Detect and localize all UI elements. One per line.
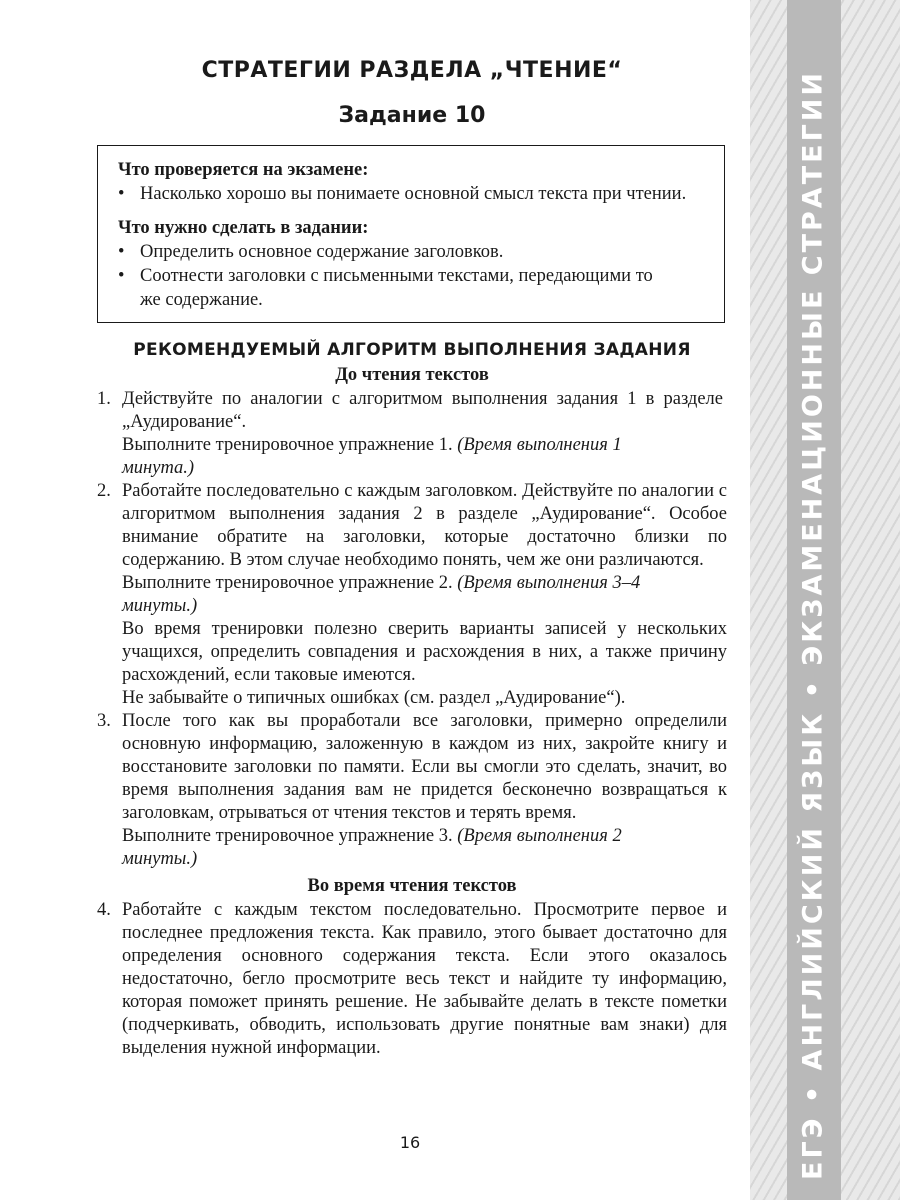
- step-1: [97, 388, 727, 480]
- exercise-note: Выполните тренировочное упражнение 1. (Время выполнения 1 минута.): [122, 435, 622, 478]
- list-item-text: Насколько хорошо вы понимаете основной смысл текста при чтении.: [140, 184, 687, 204]
- page-number: 16: [399, 1133, 421, 1152]
- steps-list: [97, 388, 727, 871]
- step-text: После того как вы проработали все заголовки, примерно определили основную информацию, заложенную в каждом из них, закройте книгу и восстановите заголовки по памяти. Если вы смогли это сделать, значит, во время выполнения задания вам не придется бесконечно возвращаться к заголовкам, отрываться от чтения текстов и терять время.: [122, 711, 727, 823]
- steps-list: [97, 899, 727, 1060]
- step-2: [97, 480, 727, 710]
- algorithm-heading: РЕКОМЕНДУЕМЫЙ АЛГОРИТМ ВЫПОЛНЕНИЯ ЗАДАНИЯ: [133, 340, 691, 360]
- checked-heading: Что проверяется на экзамене:: [118, 160, 369, 180]
- step-text: Действуйте по аналогии с алгоритмом выполнения задания 1 в разделе „Аудирование“.: [122, 389, 723, 432]
- step-number: 3.: [97, 711, 111, 731]
- before-reading-heading: До чтения текстов: [335, 365, 489, 385]
- task-info-box: [97, 145, 725, 323]
- page-content: [97, 50, 727, 1060]
- step-text: Работайте последовательно с каждым заголовком. Действуйте по аналогии с алгоритмом выполнения задания 2 в разделе „Аудирование“. Особое внимание обратите на заголовки, которые достаточно близки по содержанию. В этом случае необходимо понять, чем же они различаются.: [122, 481, 727, 570]
- todo-heading: Что нужно сделать в задании:: [118, 218, 369, 238]
- bullet-icon: •: [118, 242, 125, 262]
- step-4: [97, 899, 727, 1060]
- step-text: Работайте с каждым текстом последовательно. Просмотрите первое и последнее предложения текста. Как правило, этого бывает достаточно для определения основного содержания текста. Если этого оказалось недостаточно, бегло просмотрите весь текст и найдите ту информацию, которая поможет принять решение. Не забывайте делать в тексте пометки (подчеркивать, обводить, использовать другие понятные вам знаки) для выделения нужной информации.: [122, 900, 727, 1058]
- step-number: 2.: [97, 481, 111, 501]
- list-item: [118, 240, 704, 264]
- step-text: Не забывайте о типичных ошибках (см. раздел „Аудирование“).: [122, 688, 626, 708]
- page-title: СТРАТЕГИИ РАЗДЕЛА „ЧТЕНИЕ“: [201, 58, 623, 83]
- bullet-icon: •: [118, 266, 125, 286]
- list-item-text: Определить основное содержание заголовков.: [140, 242, 504, 262]
- exercise-time: (Время выполнения 2 минуты.): [122, 826, 622, 869]
- step-3: [97, 710, 727, 871]
- bullet-icon: •: [118, 184, 125, 204]
- list-item: [118, 182, 704, 206]
- exercise-time: (Время выполнения 3–4 минуты.): [122, 573, 641, 616]
- task-title: Задание 10: [338, 103, 486, 128]
- step-number: 1.: [97, 389, 111, 409]
- step-text: Во время тренировки полезно сверить варианты записей у нескольких учащихся, определить совпадения и расхождения в них, а также причину расхождений, если таковые имеются.: [122, 619, 727, 685]
- side-label: ЕГЭ • АНГЛИЙСКИЙ ЯЗЫК • ЭКЗАМЕНАЦИОННЫЕ СТРАТЕГИИ: [797, 70, 829, 1180]
- exercise-note: Выполните тренировочное упражнение 2. (Время выполнения 3–4 минуты.): [122, 573, 641, 616]
- list-item-text: Соотнести заголовки с письменными текстами, передающими то же содержание.: [140, 266, 653, 310]
- step-number: 4.: [97, 900, 111, 920]
- exercise-time: (Время выполнения 1 минута.): [122, 435, 622, 478]
- exercise-note: Выполните тренировочное упражнение 3. (Время выполнения 2 минуты.): [122, 826, 622, 869]
- list-item: [118, 264, 704, 312]
- during-reading-heading: Во время чтения текстов: [307, 876, 517, 896]
